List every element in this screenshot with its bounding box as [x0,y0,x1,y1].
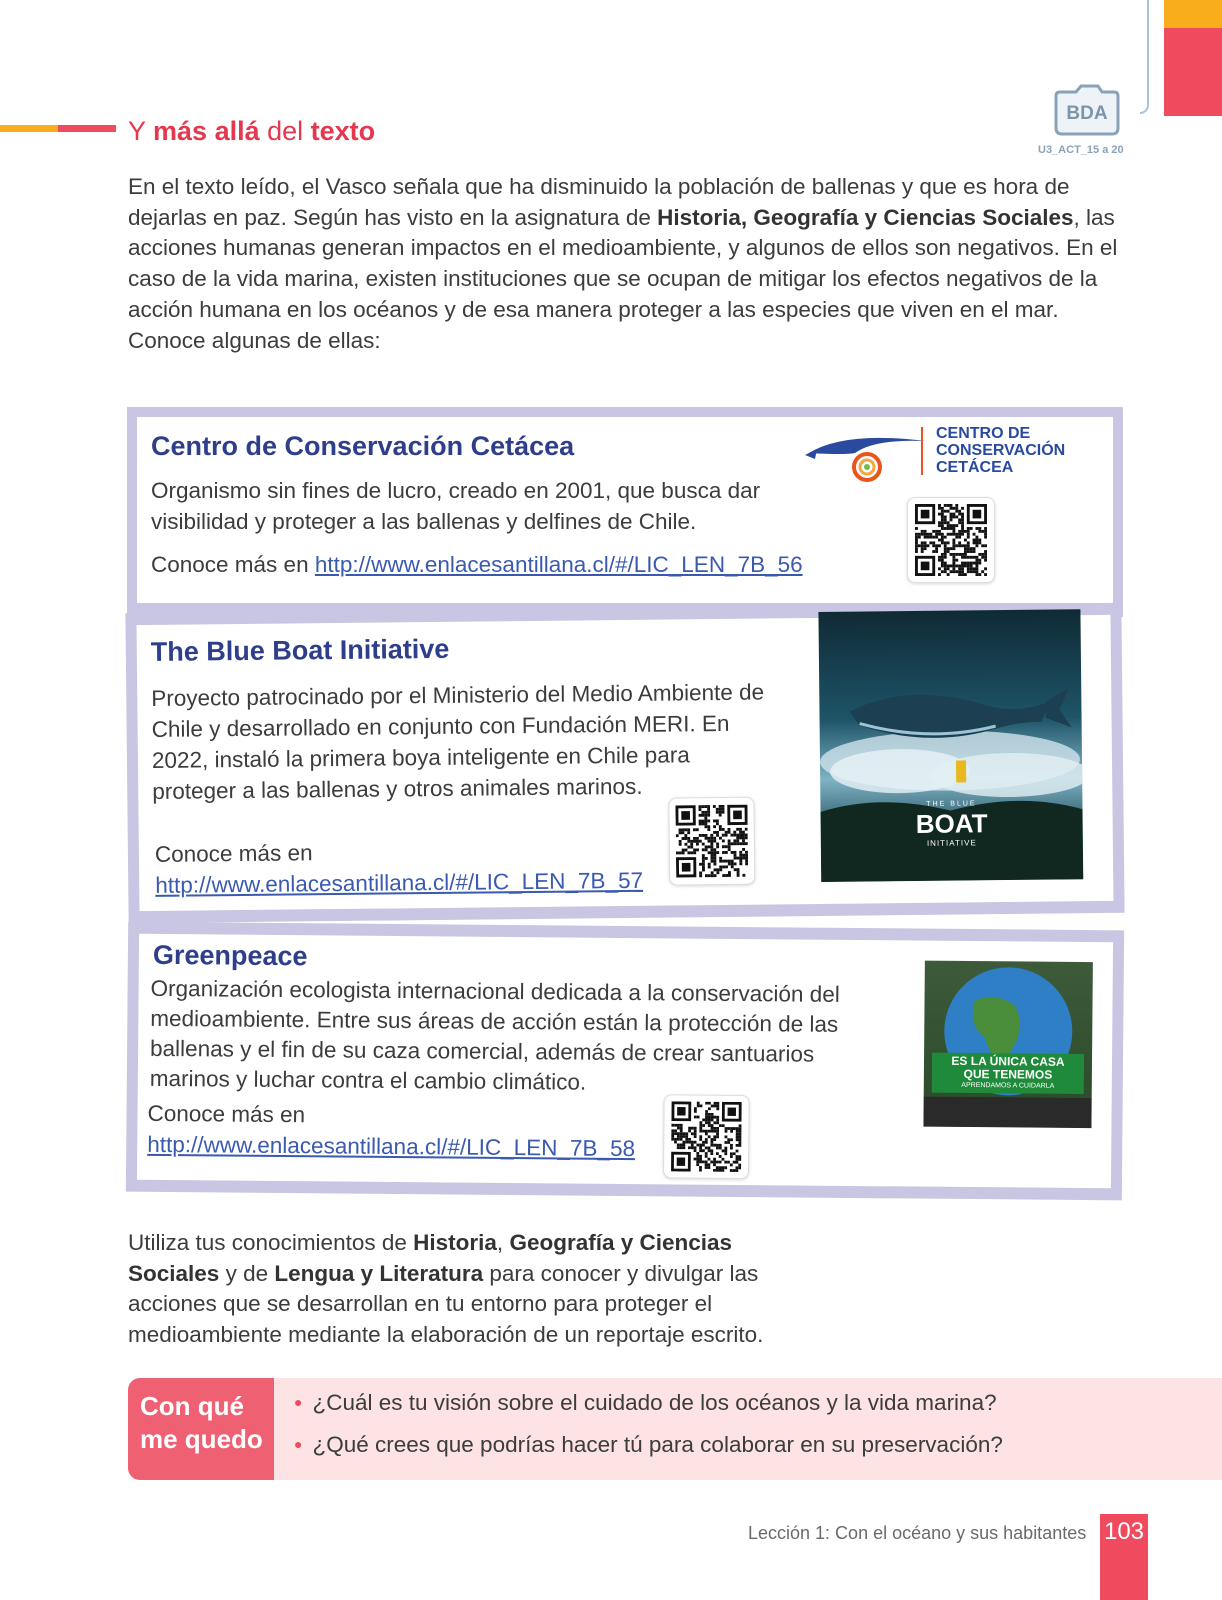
reflection-label-box [128,1378,274,1480]
corner-tab-red [1164,28,1222,116]
card-ccc [137,417,1113,603]
card-more [147,1098,668,1165]
intro-subject: Historia, Geografía y Ciencias Sociales [657,204,1074,230]
banner-line: QUE TENEMOS [963,1066,1053,1082]
logo-line: CETÁCEA [936,459,1014,476]
card-more [151,549,803,580]
qr-code-icon [670,1101,743,1172]
corner-tab-yellow [1164,0,1222,28]
heading-bar-red [58,125,116,132]
banner-line: APRENDAMOS A CUIDARLA [961,1081,1055,1090]
question-item: ● ¿Qué crees que podrías hacer tú para colaborar en su preservación? [294,1432,1003,1458]
qr-code[interactable] [668,797,755,886]
heading-bar-orange [0,125,58,132]
title-part: Y [128,116,154,146]
card-link[interactable]: http://www.enlacesantillana.cl/#/LIC_LEN_7B_57 [155,867,644,898]
closing-paragraph [128,1228,828,1351]
card-more [155,833,676,900]
card-more-label: Conoce más en [154,840,313,867]
closing-text: , [496,1230,510,1255]
page-number: 103 [1103,1518,1145,1545]
ccc-whale-logo [805,431,935,483]
globe-illustration [923,961,1092,1128]
card-link[interactable]: http://www.enlacesantillana.cl/#/LIC_LEN_7B_56 [314,552,803,577]
closing-text: y de [219,1260,275,1286]
closing-subject: Lengua y Literatura [274,1260,484,1286]
card-description: Proyecto patrocinado por el Ministerio del Medio Ambiente de Chile y desarrollado en conjunto con Fundación MERI. En 2022, instaló la primera boya inteligente en Chile para proteger a las ballenas y otros animales marinos. [151,679,765,804]
logo-line: CONSERVACIÓN [936,442,1066,459]
ccc-logo-text [936,425,1065,476]
intro-paragraph [128,172,1128,356]
title-part-bold: texto [310,116,376,146]
closing-text: Utiliza tus conocimientos de [128,1230,414,1255]
bda-folder-icon[interactable] [1054,82,1120,136]
card-blueboat [137,615,1114,911]
bda-code: U3_ACT_15 a 20 [1038,144,1124,156]
closing-subject: Historia [413,1230,497,1255]
qr-code[interactable] [663,1094,750,1179]
blueboat-poster [818,609,1083,882]
card-description: Organismo sin fines de lucro, creado en 2001, que busca dar visibilidad y proteger a las ballenas y delfines de Chile. [151,478,761,534]
bda-connector-corner [1140,80,1149,114]
greenpeace-photo [923,961,1092,1128]
qr-code-icon [914,504,988,576]
card-link[interactable]: http://www.enlacesantillana.cl/#/LIC_LEN_7B_58 [147,1131,636,1162]
card-title: Greenpeace [152,939,308,972]
logo-divider [921,427,923,475]
card-title: The Blue Boat Initiative [150,633,450,667]
poster-subtitle: INITIATIVE [926,838,977,848]
qr-code-icon [675,804,748,879]
card-description: Organización ecologista internacional dedicada a la conservación del medioambiente. Entre sus áreas de acción están la protección de las ballenas y el fin de su caza comercial, además de crear santuarios marinos y luchar contra el cambio climático. [149,975,840,1095]
card-more-label: Conoce más en [151,552,315,577]
lesson-footer: Lección 1: Con el océano y sus habitantes [748,1523,1087,1543]
greenpeace-banner [932,1053,1084,1094]
qr-code[interactable] [907,497,995,583]
card-title: Centro de Conservación Cetácea [151,431,575,461]
intro-text: En el texto leído, el Vasco señala que ha disminuido la población de ballenas y que es hora de dejarlas en paz. Según has visto en la asignatura de [128,174,1070,230]
card-greenpeace [137,934,1113,1188]
title-part: del [259,116,311,146]
bda-connector-line [1147,0,1149,80]
closing-text: para conocer y divulgar las acciones que se desarrollan en tu entorno para proteger el medioambiente mediante la elaboración de un reportaje escrito. [128,1260,764,1348]
banner-line: ES LA ÚNICA CASA [951,1053,1065,1069]
bda-label: BDA [1066,103,1108,124]
question-item: ● ¿Cuál es tu visión sobre el cuidado de los océanos y la vida marina? [294,1390,997,1416]
logo-line: CENTRO DE [936,425,1031,442]
title-part-bold: más allá [153,116,260,146]
intro-text: , las acciones humanas generan impactos en el medioambiente, y algunos de ellos son negativos. En el caso de la vida marina, existen instituciones que se ocupan de mitigar los efectos negativos de la acción humana en los océanos y de esa manera proteger a las especies que viven en el mar. Conoce algunas de ellas: [128,204,1118,353]
reflection-label-line: Con qué [140,1391,244,1421]
closing-subject: Geografía y Ciencias Sociales [128,1230,733,1286]
poster-title: BOAT [915,808,988,839]
section-title [128,116,375,147]
reflection-questions [274,1378,1222,1480]
reflection-label-line: me quedo [140,1424,263,1454]
poster-small-text: THE BLUE [926,800,977,808]
card-more-label: Conoce más en [147,1100,306,1128]
